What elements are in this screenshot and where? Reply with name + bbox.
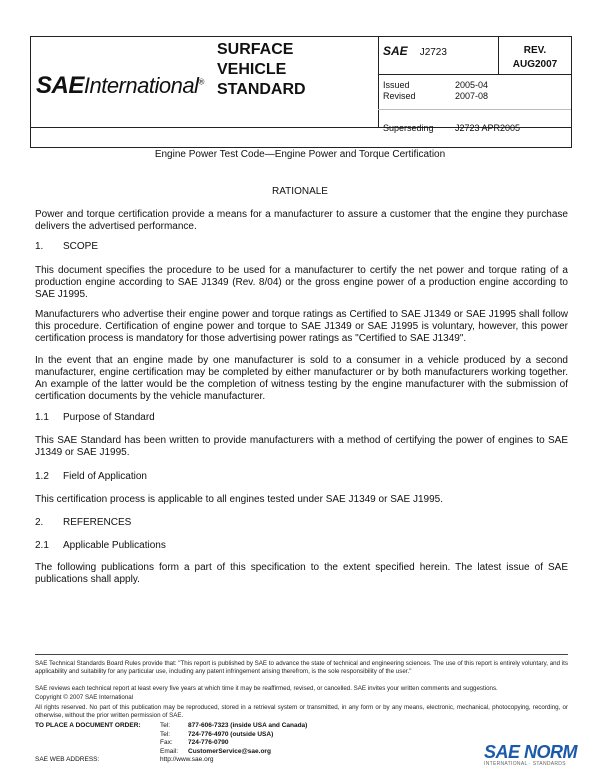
sae-small-logo: SAE (383, 44, 408, 58)
issued-label: Issued (383, 80, 410, 90)
section-1-2-heading: 1.2 Field of Application (35, 471, 147, 482)
revision-block: REV. AUG2007 (512, 45, 558, 70)
footer-rules-text: SAE Technical Standards Board Rules provide that: "This report is published by SAE to advance the state of technical and engineering sciences. The use of this report is entirely voluntary, and its applicability and suitability for any particular use, including any patent infringement arising therefrom, is the sole responsibility of the user." (35, 660, 568, 675)
header-divider (498, 37, 499, 74)
sae-norm-watermark: SAE NORM INTERNATIONAL · STANDARDS (484, 742, 578, 767)
header-divider (378, 74, 571, 75)
section-2-heading: 2. REFERENCES (35, 517, 132, 528)
scope-paragraph-1: This document specifies the procedure to be used for a manufacturer to certify the net power and torque rating of a production engine according to SAE J1349 (Rev. 8/04) or the gross engine power of a production engine according to SAE J1995. (35, 265, 568, 300)
scope-paragraph-3: In the event that an engine made by one manufacturer is sold to a consumer in a vehicle produced by a second manufacturer, engine certification may be completed by either manufacturer or by both manufacturers working together. An example of the latter would be the completion of witness testing by the engine manufacturer with the submission of certification documents by the vehicle manufacturer. (35, 355, 568, 402)
web-link[interactable]: http://www.sae.org (160, 756, 214, 763)
order-label: TO PLACE A DOCUMENT ORDER: (35, 722, 141, 729)
scope-paragraph-2: Manufacturers who advertise their engine power and torque ratings as Certified to SAE J1349 or SAE J1995 shall follow this procedure. Certification of engine power and torque to SAE J1349 or SAE J1995 is voluntary, however, this power certification process is mandatory for those advertising power ratings as "Certified to SAE J1349". (35, 309, 568, 344)
rationale-heading: RATIONALE (272, 186, 328, 197)
web-label: SAE WEB ADDRESS: (35, 756, 100, 763)
section-1-heading: 1. SCOPE (35, 241, 99, 252)
footer-rights-text: All rights reserved. No part of this publication may be reproduced, stored in a retrieval system or transmitted, in any form or by any means, electronic, mechanical, photocopying, recording, or otherwise, without the prior written permission of SAE. (35, 704, 568, 719)
superseding-value: J2723 APR2005 (455, 123, 521, 133)
tel2-label: Tel: (160, 730, 171, 738)
document-title: Engine Power Test Code—Engine Power and Torque Certification (154, 149, 446, 160)
document-number: SAE J2723 (383, 44, 447, 58)
header-divider (378, 37, 379, 127)
fax-label: Fax: (160, 739, 173, 746)
tel2-value: 724-776-4970 (outside USA) (188, 730, 274, 738)
email-label: Email: (160, 747, 179, 755)
sae-international-logo: SAEInternational® (36, 72, 204, 99)
applicable-publications-paragraph: The following publications form a part of this specification to the extent specified herein. The latest issue of SAE publications shall apply. (35, 562, 568, 585)
revised-value: 2007-08 (455, 91, 489, 101)
revised-label: Revised (383, 91, 416, 101)
footer-review-text: SAE reviews each technical report at least every five years at which time it may be reaffirmed, revised, or cancelled. SAE invites your written comments and suggestions. (35, 685, 498, 692)
purpose-paragraph: This SAE Standard has been written to provide manufacturers with a method of certifying the power of engines to SAE J1349 or SAE J1995. (35, 435, 568, 458)
section-2-1-heading: 2.1 Applicable Publications (35, 540, 166, 551)
footer-copyright: Copyright © 2007 SAE International (35, 694, 134, 701)
tel1-value: 877-606-7323 (inside USA and Canada) (188, 722, 308, 729)
superseding-label: Superseding (383, 123, 434, 133)
standard-type: SURFACE VEHICLE STANDARD (217, 41, 306, 98)
issued-value: 2005-04 (455, 80, 489, 90)
field-of-application-paragraph: This certification process is applicable to all engines tested under SAE J1349 or SAE J1995. (35, 494, 444, 505)
section-1-1-heading: 1.1 Purpose of Standard (35, 412, 155, 423)
email-link[interactable]: CustomerService@sae.org (188, 747, 271, 755)
header-divider (378, 109, 571, 110)
tel1-label: Tel: (160, 722, 171, 729)
fax-value: 724-776-0790 (188, 739, 229, 746)
footer-rule (35, 654, 568, 655)
rationale-text: Power and torque certification provide a means for a manufacturer to assure a customer that the engine they purchase delivers the advertised performance. (35, 209, 568, 232)
